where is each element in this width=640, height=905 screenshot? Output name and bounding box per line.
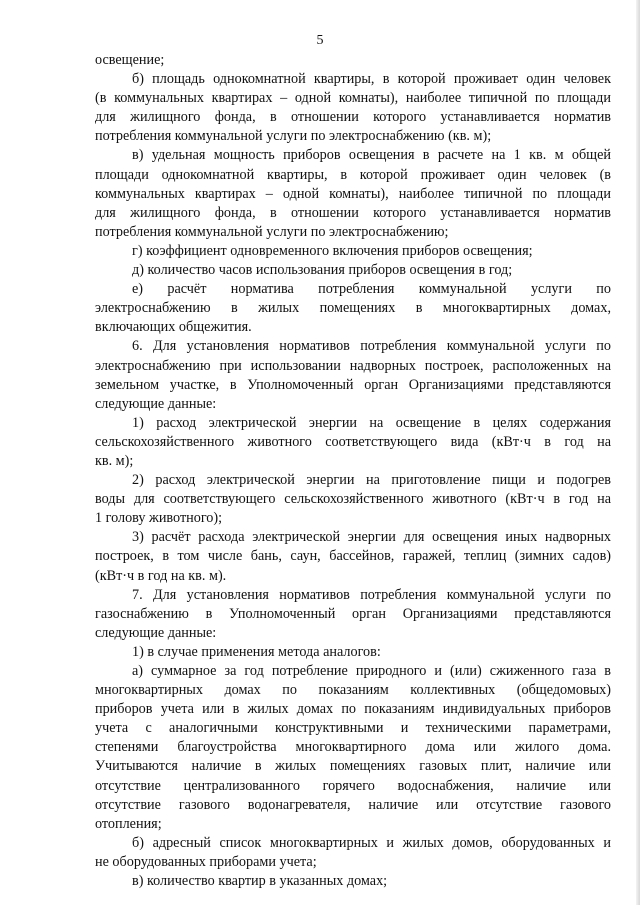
text-line: для жилищного фонда, в отношении которого устанавливается норматив: [95, 204, 611, 221]
text-line: 1) расход электрической энергии на освещение в целях содержания: [132, 414, 611, 431]
text-line: степенями благоустройства многоквартирного дома или жилого дома.: [95, 739, 611, 756]
text-line: в) количество квартир в указанных домах;: [132, 873, 388, 890]
text-line: приборов учета или в жилых домах по показаниям индивидуальных приборов: [95, 701, 611, 718]
text-line: включающих общежития.: [95, 319, 252, 336]
scan-edge-shadow: [636, 0, 640, 905]
text-line: следующие данные:: [95, 624, 217, 641]
text-line: е) расчёт норматива потребления коммунальной услуги по: [132, 281, 611, 298]
text-line: потребления коммунальной услуги по электроснабжению (кв. м);: [95, 128, 492, 145]
text-line: земельном участке, в Уполномоченный орган Организациями представляются: [95, 376, 611, 393]
text-line: 1 голову животного);: [95, 510, 223, 527]
page-number: 5: [316, 33, 324, 48]
text-line: 1) в случае применения метода аналогов:: [132, 643, 381, 660]
text-line: 2) расход электрической энергии на приготовление пищи и подогрев: [132, 472, 611, 489]
text-line: учета с аналогичными конструктивными и техническими параметрами,: [95, 720, 611, 737]
text-line: освещение;: [95, 52, 165, 68]
text-line: многоквартирных домах по показаниям коллективных (общедомовых): [95, 682, 611, 699]
text-line: потребления коммунальной услуги по электроснабжению;: [95, 223, 449, 240]
text-line: воды для соответствующего сельскохозяйственного животного (кВт·ч в год на: [95, 491, 611, 508]
text-line: Учитываются наличие в жилых помещениях газовых плит, наличие или: [95, 758, 611, 775]
text-line: для жилищного фонда, в отношении которого устанавливается норматив: [95, 109, 611, 126]
text-line: д) количество часов использования приборов освещения в год;: [132, 262, 513, 279]
text-line: в) удельная мощность приборов освещения в расчете на 1 кв. м общей: [132, 147, 611, 164]
text-line: коммунальных квартирах – одной комнаты), наиболее типичной по площади: [95, 185, 611, 202]
text-line: следующие данные:: [95, 395, 217, 412]
text-line: 3) расчёт расхода электрической энергии для освещения иных надворных: [132, 529, 611, 546]
text-line: газоснабжению в Уполномоченный орган Организациями представляются: [95, 605, 611, 622]
text-line: отсутствие газового водонагревателя, наличие или отсутствие газового: [95, 796, 611, 813]
text-line: (кВт·ч в год на кв. м).: [95, 567, 227, 584]
text-line: электроснабжению при использовании надворных построек, расположенных на: [95, 357, 611, 374]
text-line: кв. м);: [95, 452, 134, 469]
text-line: электроснабжению в жилых помещениях в многоквартирных домах,: [95, 300, 611, 317]
text-line: а) суммарное за год потребление природного и (или) сжиженного газа в: [132, 663, 611, 679]
document-body: [95, 51, 611, 891]
text-line: 6. Для установления нормативов потребления коммунальной услуги по: [132, 338, 611, 355]
text-line: не оборудованных приборами учета;: [95, 853, 317, 870]
text-line: 7. Для установления нормативов потребления коммунальной услуги по: [132, 586, 611, 603]
text-line: площади однокомнатной квартиры, в которой проживает один человек (в: [95, 166, 611, 183]
text-line: г) коэффициент одновременного включения приборов освещения;: [132, 242, 533, 259]
text-line: (в коммунальных квартирах – одной комнаты), наиболее типичной по площади: [95, 90, 611, 107]
text-line: сельскохозяйственного животного соответствующего вида (кВт·ч в год на: [95, 433, 611, 450]
text-line: отопления;: [95, 815, 162, 832]
text-line: б) площадь однокомнатной квартиры, в которой проживает один человек: [132, 71, 611, 88]
text-line: построек, в том числе бань, саун, бассейнов, гаражей, теплиц (зимних садов): [95, 548, 611, 565]
text-line: б) адресный список многоквартирных и жилых домов, оборудованных и: [132, 834, 611, 851]
text-line: отсутствие централизованного горячего водоснабжения, наличие или: [95, 777, 611, 794]
